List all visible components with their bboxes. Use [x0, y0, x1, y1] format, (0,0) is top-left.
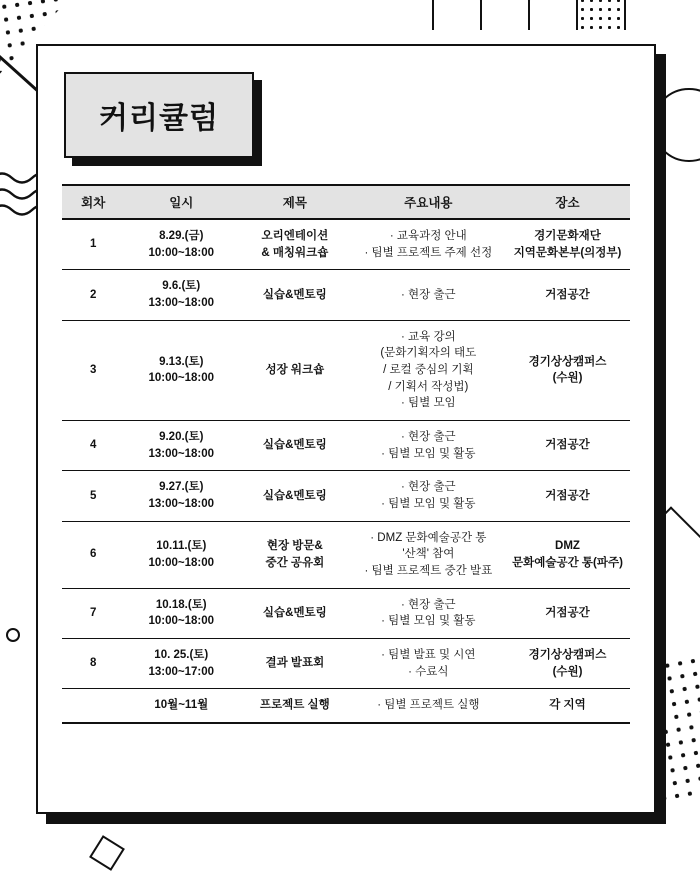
cell-place [505, 689, 630, 723]
table-header [62, 185, 630, 219]
table-row [62, 588, 630, 638]
cell-date [124, 588, 238, 638]
cell-date-line: 8.29.(금) [159, 230, 204, 242]
cell-title-line: 결과 발표회 [265, 657, 325, 670]
cell-main-line: · 현장 출근 [401, 481, 456, 494]
table-header-row [62, 185, 630, 219]
table-row [62, 421, 630, 471]
cell-title [238, 270, 352, 320]
cell-title [238, 219, 352, 270]
cell-title-line: 현장 방문& [266, 540, 323, 553]
cell-place-line: (수원) [552, 665, 583, 678]
cell-main-line: · 팀별 프로젝트 중간 발표 [364, 565, 493, 578]
cell-main-line: · 팀별 모임 [401, 397, 456, 410]
cell-date-line: 10.18.(토) [155, 598, 207, 611]
cell-date-line: 10.11.(토) [156, 540, 207, 553]
cell-place [505, 219, 630, 270]
arch-shape [480, 0, 530, 30]
cell-main [352, 689, 505, 723]
cell-place [505, 471, 630, 521]
cell-date-line: 9.27.(토) [159, 481, 204, 494]
cell-no: 7 [62, 588, 124, 638]
cell-main [352, 219, 505, 270]
cell-main-line: · 교육과정 안내 [389, 230, 467, 242]
cell-place-line: (수원) [552, 372, 583, 385]
cell-place-line: 문화예술공간 통(파주) [512, 556, 623, 569]
cell-place-line: 거점공간 [545, 607, 590, 620]
cell-no: 4 [62, 421, 124, 471]
cell-date-line: 9.20.(토) [159, 431, 204, 444]
cell-main-line: · 교육 강의 [401, 330, 456, 343]
cell-main [352, 471, 505, 521]
table-row [62, 320, 630, 420]
cell-title [238, 320, 352, 420]
cell-no: 2 [62, 270, 124, 320]
column-header-subject: 제목 [238, 185, 352, 219]
table-body [62, 219, 630, 723]
cell-no: 6 [62, 521, 124, 588]
cell-main-line: (문화기획자의 태도 [380, 347, 477, 360]
cell-date-line: 10월~11월 [154, 699, 209, 712]
cell-title-line: 실습&멘토링 [262, 489, 327, 502]
cell-date [124, 639, 238, 689]
cell-place-line: 경기문화재단 [534, 230, 601, 242]
cell-no: 3 [62, 320, 124, 420]
cell-no: 1 [62, 219, 124, 270]
cell-date-line: 10:00~18:00 [148, 556, 215, 569]
cell-date-line: 9.6.(토) [162, 280, 201, 293]
cell-date-line: 10:00~18:00 [148, 372, 215, 385]
small-diamond-decoration [89, 835, 125, 871]
cell-title-line: 실습&멘토링 [262, 288, 327, 301]
cell-title [238, 471, 352, 521]
cell-place-line: 거점공간 [545, 288, 590, 301]
cell-main-line: '산책' 참여 [402, 548, 455, 561]
cell-main-line: · 현장 출근 [401, 431, 456, 444]
cell-main-line: · 팀별 모임 및 활동 [381, 615, 476, 628]
cell-title-line: 실습&멘토링 [262, 607, 327, 620]
cell-main [352, 421, 505, 471]
cell-title-line: 성장 워크숍 [265, 364, 325, 377]
cell-date-line: 13:00~18:00 [148, 447, 215, 460]
cell-main-line: · DMZ 문화예술공간 통 [370, 531, 487, 544]
cell-main [352, 639, 505, 689]
cell-title [238, 689, 352, 723]
cell-main-line: · 팀별 모임 및 활동 [381, 447, 476, 460]
cell-date [124, 270, 238, 320]
cell-main [352, 521, 505, 588]
cell-main [352, 588, 505, 638]
cell-no [62, 689, 124, 723]
cell-date [124, 421, 238, 471]
cell-date [124, 689, 238, 723]
arch-shape-dotted [576, 0, 626, 30]
cell-place-line: 경기상상캠퍼스 [528, 649, 607, 662]
cell-date-line: 9.13.(토) [159, 355, 204, 368]
table-row [62, 471, 630, 521]
cell-main-line: / 기획서 작성법) [388, 380, 469, 393]
arch-shape [432, 0, 482, 30]
cell-main-line: · 팀별 모임 및 활동 [381, 498, 476, 511]
cell-place-line: 지역문화본부(의정부) [513, 246, 622, 259]
cell-place-line: 거점공간 [545, 439, 590, 452]
cell-title-line: 실습&멘토링 [262, 439, 327, 452]
cell-main-line: · 현장 출근 [401, 598, 456, 611]
cell-title [238, 421, 352, 471]
column-header-place: 장소 [505, 185, 630, 219]
cell-main [352, 320, 505, 420]
cell-date [124, 219, 238, 270]
cell-main-line: · 팀별 발표 및 시연 [381, 649, 476, 662]
cell-main-line: · 현장 출근 [401, 288, 456, 301]
title-badge [64, 72, 254, 158]
cell-place [505, 421, 630, 471]
cell-main-line: · 팀별 프로젝트 실행 [377, 699, 480, 712]
cell-place [505, 320, 630, 420]
cell-title-line: 프로젝트 실행 [259, 699, 330, 712]
cell-title-line: & 매칭워크숍 [261, 246, 329, 259]
cell-title [238, 639, 352, 689]
wave-lines-decoration [0, 170, 38, 216]
curriculum-table-wrapper [62, 184, 630, 724]
cell-main [352, 270, 505, 320]
table-row [62, 270, 630, 320]
column-header-session: 회차 [62, 185, 124, 219]
cell-place-line: 거점공간 [545, 489, 590, 502]
cell-date-line: 13:00~18:00 [148, 498, 215, 511]
arch-shape [528, 0, 578, 30]
cell-title-line: 중간 공유회 [265, 556, 325, 569]
small-circle-decoration [6, 628, 20, 642]
cell-main-line: · 팀별 프로젝트 주제 선정 [364, 246, 493, 259]
cell-place [505, 588, 630, 638]
cell-place [505, 270, 630, 320]
cell-date-line: 10:00~18:00 [148, 246, 215, 259]
column-header-datetime: 일시 [124, 185, 238, 219]
cell-place-line: 경기상상캠퍼스 [528, 355, 607, 368]
column-header-content: 주요내용 [352, 185, 505, 219]
cell-place [505, 521, 630, 588]
curriculum-table [62, 184, 630, 724]
table-row [62, 689, 630, 723]
cell-title [238, 521, 352, 588]
cell-place [505, 639, 630, 689]
arch-decoration-group [432, 0, 632, 30]
cell-main-line: / 로컬 중심의 기획 [383, 364, 474, 377]
page-title: 커리큘럼 [99, 102, 219, 135]
cell-date [124, 471, 238, 521]
cell-place-line: DMZ [555, 540, 580, 553]
cell-place-line: 각 지역 [549, 699, 586, 712]
table-row [62, 219, 630, 270]
cell-date [124, 521, 238, 588]
cell-date [124, 320, 238, 420]
cell-no: 8 [62, 639, 124, 689]
cell-main-line: · 수료식 [408, 665, 449, 678]
cell-no: 5 [62, 471, 124, 521]
cell-date-line: 10:00~18:00 [148, 615, 215, 628]
cell-date-line: 13:00~18:00 [148, 297, 215, 310]
table-row [62, 521, 630, 588]
cell-title [238, 588, 352, 638]
cell-date-line: 10. 25.(토) [154, 649, 209, 662]
cell-date-line: 13:00~17:00 [148, 665, 215, 678]
table-row [62, 639, 630, 689]
cell-title-line: 오리엔테이션 [261, 230, 329, 242]
